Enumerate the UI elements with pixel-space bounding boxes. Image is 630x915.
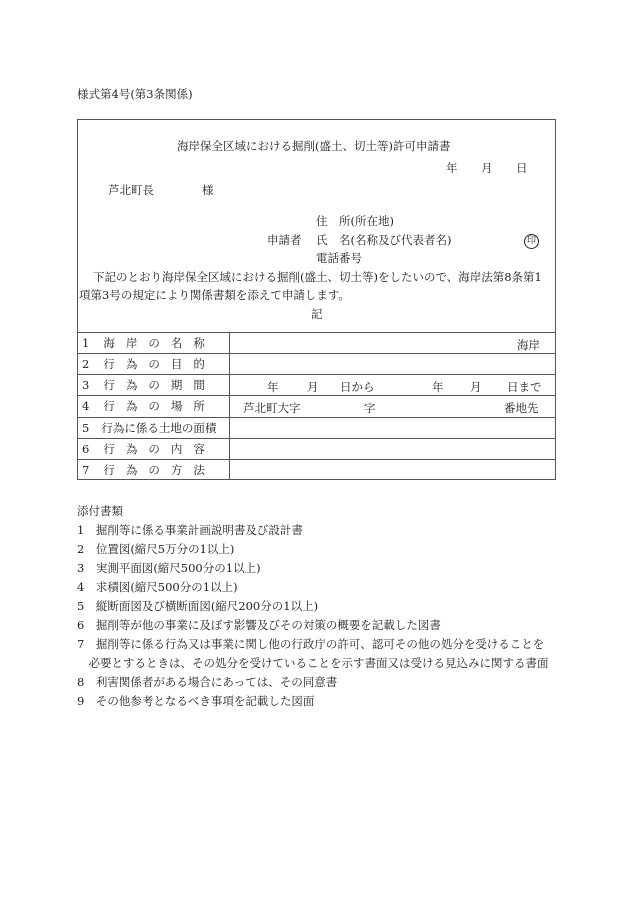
row-label: 行為の場所 — [103, 399, 216, 413]
row-label: 海岸の名称 — [103, 336, 216, 350]
attachment-item: 8 利害関係者がある場合にあっては、その同意書 — [77, 675, 338, 689]
location-town: 芦北町大字 — [243, 401, 301, 415]
applicant-name-label: 氏 名(名称及び代表者名) — [316, 233, 452, 247]
table-row-purpose — [77, 354, 556, 374]
attachment-item: 必要とするときは、その処分を受けていることを示す書面又は受ける見込みに関する書面 — [77, 656, 549, 670]
row-label: 行為の目的 — [103, 357, 216, 371]
location-aza: 字 — [364, 401, 376, 415]
addressee-honorific: 様 — [202, 183, 214, 197]
table-row-area — [77, 418, 556, 438]
body-text-line-2: 項第3号の規定により関係書類を添えて申請します。 — [79, 288, 350, 302]
period-to-year: 年 — [432, 380, 444, 394]
ki-heading: 記 — [311, 307, 323, 321]
body-text-line-1: 下記のとおり海岸保全区域における掘削(盛土、切土等)をしたいので、海岸法第8条第1 — [93, 270, 542, 284]
attachment-item: 3 実測平面図(縮尺500分の1以上) — [77, 561, 261, 575]
attachment-item: 2 位置図(縮尺5万分の1以上) — [77, 542, 235, 556]
seal-icon: 印 — [524, 234, 539, 249]
table-row-period — [77, 375, 556, 395]
table-row-location — [77, 396, 556, 416]
table-row-method — [77, 460, 556, 480]
seal-mark — [524, 232, 539, 249]
period-to-day: 日まで — [507, 380, 542, 394]
row-number: 6 — [82, 442, 90, 456]
period-to-month: 月 — [470, 380, 482, 394]
attachment-item: 5 縦断面図及び横断面図(縮尺200分の1以上) — [77, 599, 319, 613]
attachment-item: 9 その他参考となるべき事項を記載した図面 — [77, 694, 315, 708]
coast-suffix: 海岸 — [517, 338, 540, 352]
date-day: 日 — [516, 161, 528, 175]
applicant-role: 申請者 — [267, 233, 302, 247]
table-row-coast-name — [77, 333, 556, 353]
attachment-item: 4 求積図(縮尺500分の1以上) — [77, 580, 238, 594]
row-number: 1 — [82, 336, 90, 350]
attachment-item: 6 掘削等が他の事業に及ぼす影響及びその対策の概要を記載した図書 — [77, 618, 441, 632]
period-from-month: 月 — [307, 380, 319, 394]
table-row-content — [77, 439, 556, 459]
row-number: 2 — [82, 357, 90, 371]
attachments-title: 添付書類 — [77, 504, 123, 518]
attachment-item: 7 掘削等に係る行為又は事業に関し他の行政庁の許可、認可その他の処分を受けることを — [77, 637, 545, 651]
row-label: 行為に係る土地の面積 — [101, 421, 217, 435]
applicant-address-label: 住 所(所在地) — [316, 214, 394, 228]
form-title: 海岸保全区域における掘削(盛土、切土等)許可申請書 — [177, 139, 451, 153]
row-number: 7 — [82, 463, 90, 477]
date-year: 年 — [446, 161, 458, 175]
applicant-phone-label: 電話番号 — [316, 251, 362, 265]
addressee-name: 芦北町長 — [108, 183, 154, 197]
row-number: 3 — [82, 378, 90, 392]
row-label: 行為の方法 — [103, 463, 216, 477]
date-month: 月 — [481, 161, 493, 175]
row-number: 5 — [82, 421, 90, 435]
form-number: 様式第4号(第3条関係) — [77, 87, 193, 101]
row-label: 行為の期間 — [103, 378, 216, 392]
period-from-day: 日から — [340, 380, 375, 394]
period-from-year: 年 — [267, 380, 279, 394]
attachment-item: 1 掘削等に係る事業計画説明書及び設計書 — [77, 523, 303, 537]
row-number: 4 — [82, 399, 90, 413]
location-banchi: 番地先 — [504, 401, 539, 415]
row-label: 行為の内容 — [103, 442, 216, 456]
